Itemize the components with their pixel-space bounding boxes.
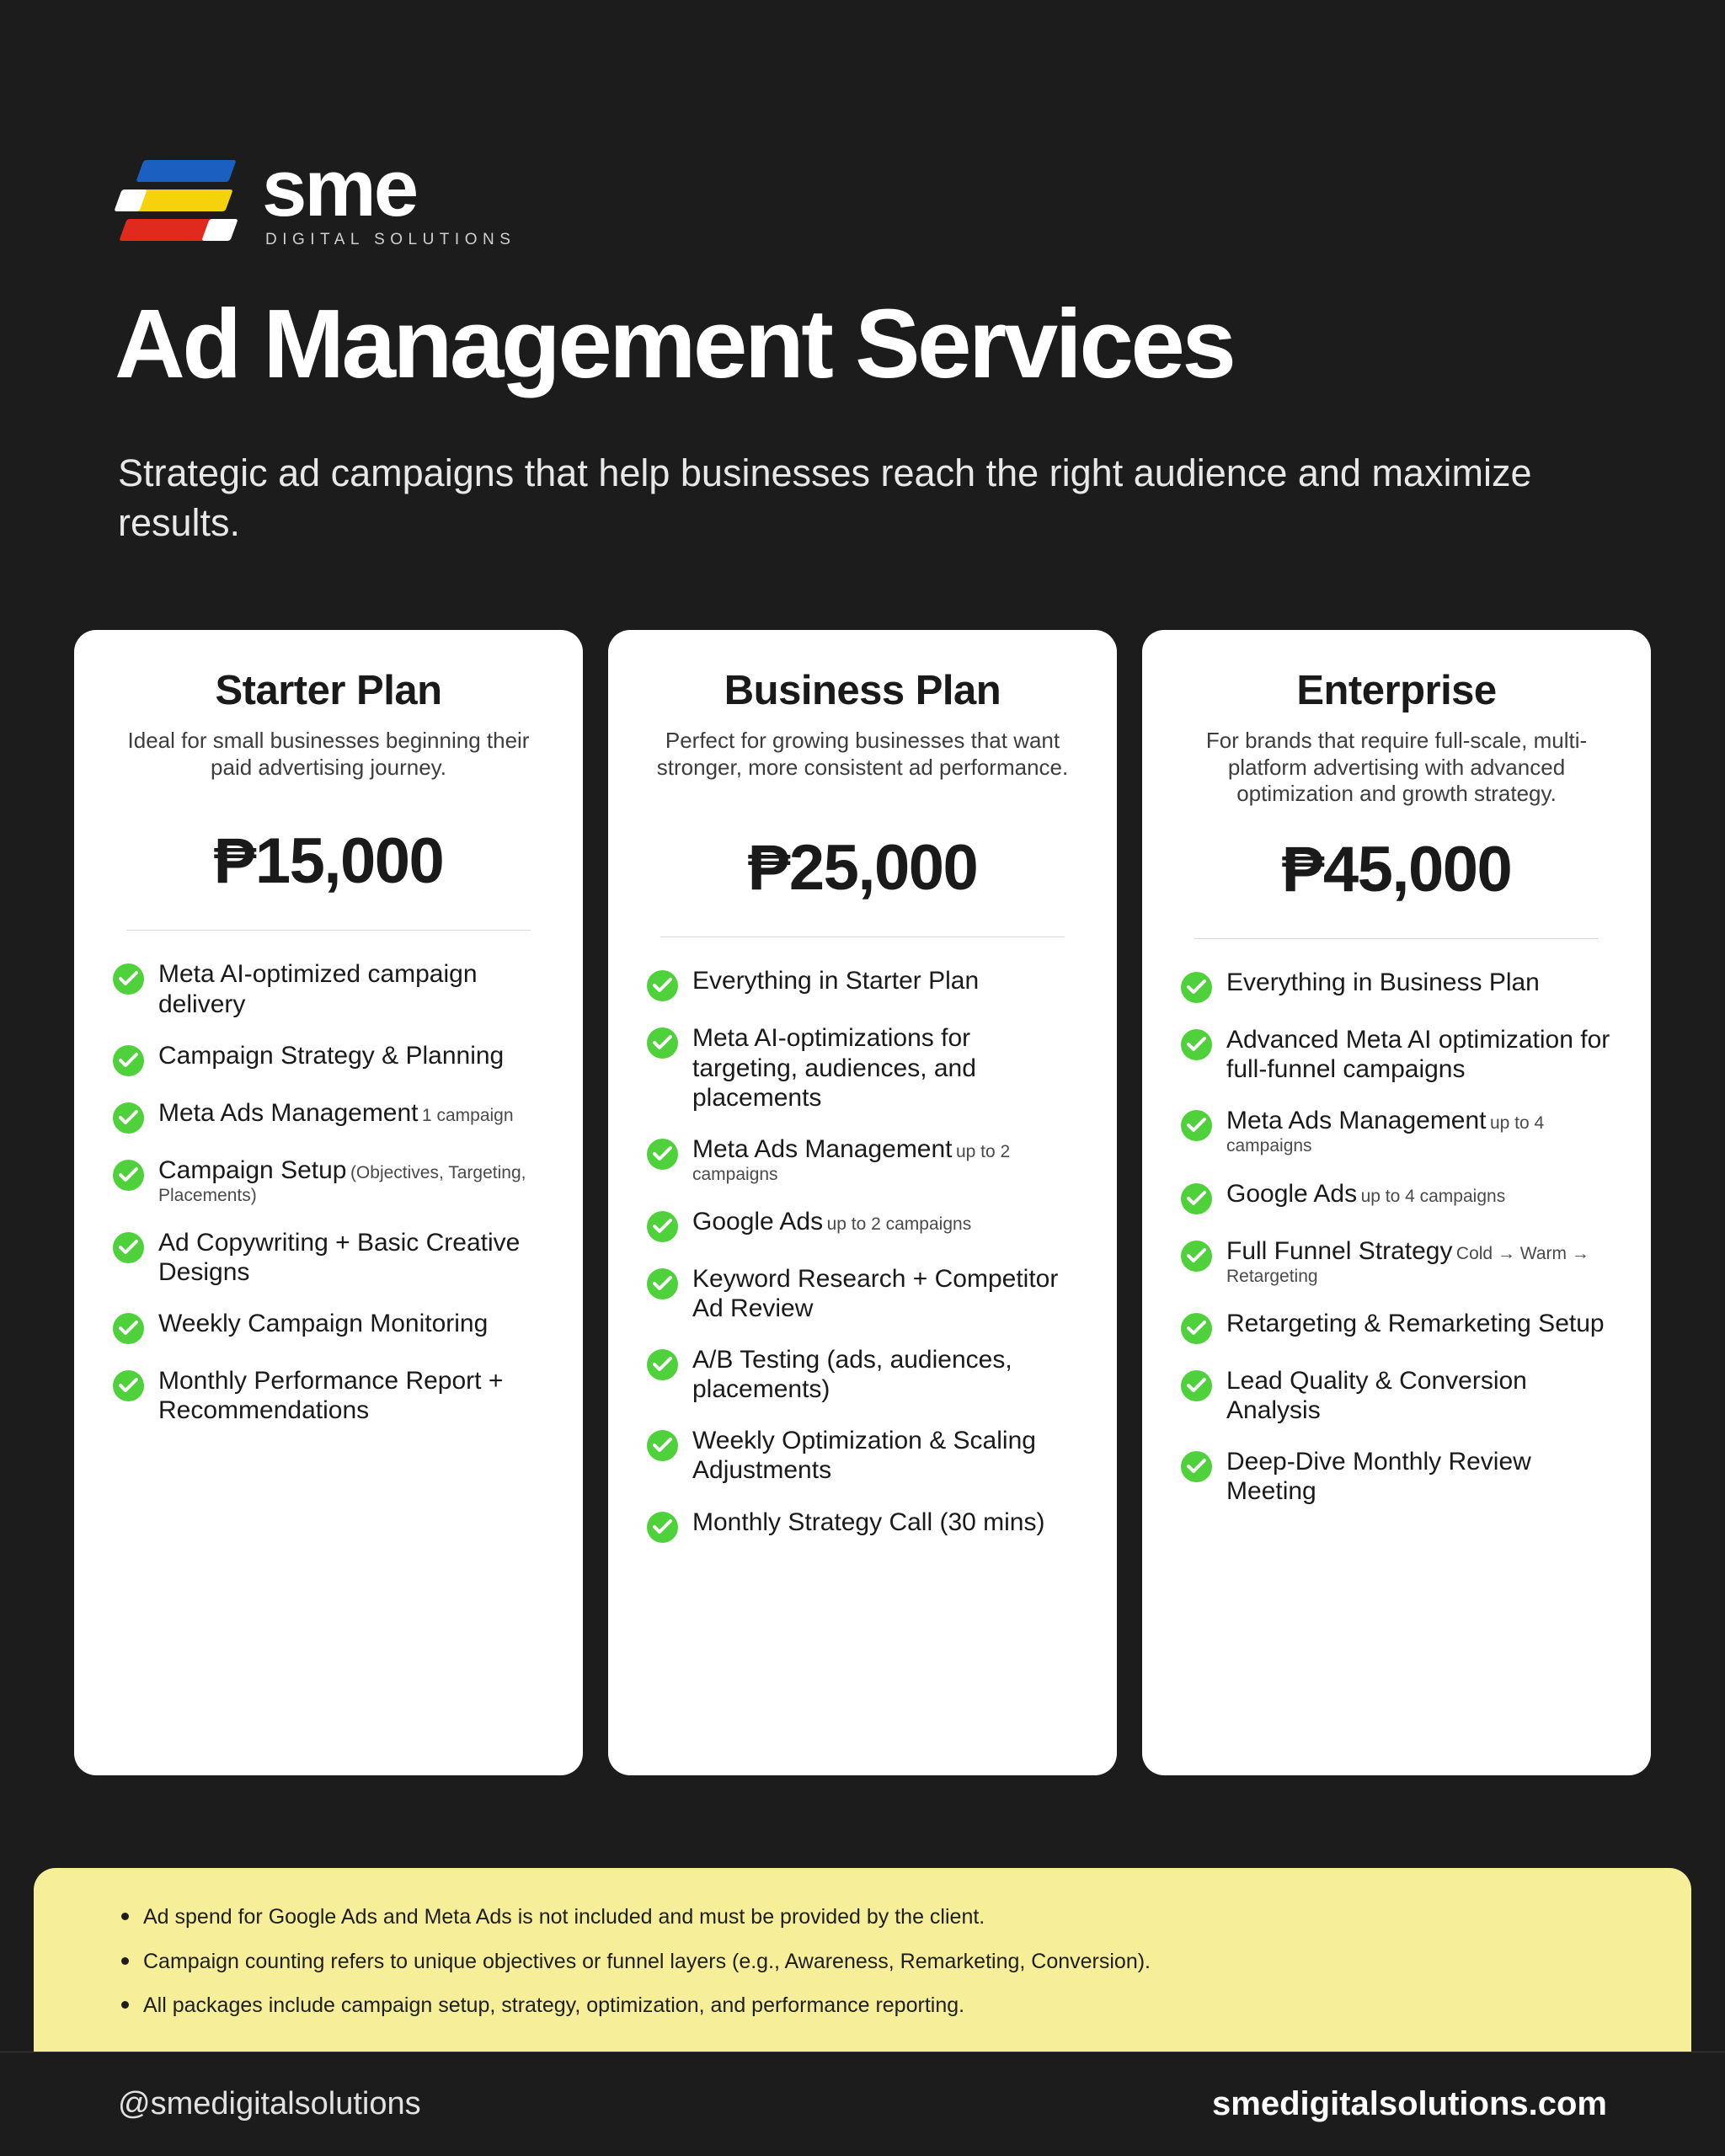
check-circle-icon	[647, 1211, 678, 1242]
plan-price: ₱25,000	[747, 832, 978, 905]
pricing-card-enterprise	[1142, 630, 1651, 1775]
check-circle-icon	[1181, 1370, 1212, 1401]
logo-mark-icon	[118, 152, 248, 248]
check-circle-icon	[113, 963, 144, 995]
plan-feature-list	[1176, 968, 1617, 1506]
feature-label: Campaign Setup	[158, 1155, 347, 1184]
brand-logo	[118, 143, 516, 249]
check-circle-icon	[113, 1045, 144, 1076]
list-item	[1181, 968, 1612, 1003]
check-circle-icon	[1181, 1183, 1212, 1214]
list-item	[647, 1264, 1078, 1323]
feature-sublabel: up to 4 campaigns	[1360, 1186, 1506, 1206]
check-circle-icon	[113, 1313, 144, 1344]
list-item	[647, 1207, 1078, 1242]
list-item	[113, 1366, 544, 1425]
list-item	[647, 1508, 1078, 1543]
notes-list	[115, 1903, 1632, 2020]
social-handle: @smedigitalsolutions	[118, 2086, 421, 2121]
check-circle-icon	[647, 1027, 678, 1059]
list-item	[1181, 1447, 1612, 1506]
pricing-card-starter	[74, 630, 583, 1775]
list-item	[1181, 1236, 1612, 1287]
list-item	[1181, 1366, 1612, 1425]
list-item	[647, 1426, 1078, 1485]
feature-label: Deep-Dive Monthly Review Meeting	[1226, 1448, 1531, 1506]
feature-label: Retargeting & Remarketing Setup	[1226, 1309, 1605, 1337]
feature-label: Advanced Meta AI optimization for full-funnel campaigns	[1226, 1026, 1610, 1084]
plan-description: Perfect for growing businesses that want stronger, more consistent ad performance.	[656, 728, 1069, 780]
list-item	[113, 1041, 544, 1076]
plan-description: Ideal for small businesses beginning their paid advertising journey.	[127, 728, 530, 780]
feature-label: Meta Ads Management	[1226, 1107, 1487, 1135]
page-title: Ad Management Services	[115, 289, 1234, 398]
plan-title: Enterprise	[1296, 668, 1497, 713]
feature-label: Meta Ads Management	[158, 1098, 419, 1127]
feature-label: A/B Testing (ads, audiences, placements)	[692, 1346, 1012, 1404]
check-circle-icon	[647, 1139, 678, 1170]
logo-bar-blue	[136, 160, 236, 182]
feature-label: Everything in Starter Plan	[692, 967, 980, 995]
feature-label: Campaign Strategy & Planning	[158, 1041, 505, 1070]
check-circle-icon	[113, 1102, 144, 1134]
pricing-card-business	[608, 630, 1117, 1775]
list-item	[1181, 1025, 1612, 1084]
check-circle-icon	[647, 970, 678, 1001]
plan-price: ₱45,000	[1281, 834, 1512, 906]
list-item	[647, 1134, 1078, 1185]
footer	[0, 2052, 1725, 2156]
feature-label: Monthly Strategy Call (30 mins)	[692, 1508, 1045, 1536]
feature-label: Ad Copywriting + Basic Creative Designs	[158, 1228, 521, 1286]
notes-panel	[34, 1868, 1691, 2058]
feature-label: Google Ads	[1226, 1179, 1358, 1208]
check-circle-icon	[647, 1512, 678, 1543]
check-circle-icon	[647, 1268, 678, 1299]
plan-feature-list	[108, 959, 549, 1425]
feature-label: Everything in Business Plan	[1226, 969, 1540, 997]
list-item	[113, 1098, 544, 1134]
feature-label: Google Ads	[692, 1208, 824, 1235]
website-url: smedigitalsolutions.com	[1212, 2085, 1607, 2122]
feature-sublabel: up to 4 campaigns	[1226, 1113, 1545, 1156]
check-circle-icon	[1181, 1313, 1212, 1344]
pricing-cards	[74, 630, 1651, 1775]
list-item: Ad spend for Google Ads and Meta Ads is not included and must be provided by the client.	[115, 1903, 1632, 1931]
page-subtitle: Strategic ad campaigns that help businesses reach the right audience and maximize results.	[118, 451, 1532, 545]
check-circle-icon	[1181, 1241, 1212, 1272]
list-item	[1181, 1179, 1612, 1214]
list-item	[647, 966, 1078, 1001]
list-item	[647, 1345, 1078, 1404]
feature-label: Weekly Optimization & Scaling Adjustments	[692, 1427, 1036, 1485]
feature-sublabel: 1 campaign	[421, 1105, 514, 1125]
feature-label: Keyword Research + Competitor Ad Review	[692, 1265, 1059, 1323]
plan-feature-list	[642, 966, 1083, 1542]
feature-label: Meta Ads Management	[692, 1134, 953, 1163]
plan-price: ₱15,000	[213, 825, 444, 898]
feature-sublabel: up to 2 campaigns	[826, 1214, 972, 1234]
check-circle-icon	[113, 1232, 144, 1263]
check-circle-icon	[113, 1160, 144, 1191]
feature-label: Weekly Campaign Monitoring	[158, 1310, 489, 1338]
logo-text	[262, 143, 516, 249]
plan-title: Business Plan	[724, 668, 1001, 713]
list-item	[113, 1155, 544, 1206]
check-circle-icon	[1181, 1451, 1212, 1482]
check-circle-icon	[113, 1370, 144, 1401]
feature-label: Lead Quality & Conversion Analysis	[1226, 1366, 1527, 1424]
check-circle-icon	[1181, 1110, 1212, 1141]
feature-sublabel: up to 2 campaigns	[692, 1141, 1011, 1184]
list-item	[1181, 1309, 1612, 1344]
card-divider	[1194, 938, 1599, 939]
check-circle-icon	[1181, 972, 1212, 1003]
list-item	[647, 1023, 1078, 1112]
card-divider	[126, 930, 531, 931]
brand-name: sme	[262, 143, 417, 233]
plan-title: Starter Plan	[215, 668, 442, 713]
list-item	[1181, 1106, 1612, 1156]
feature-sublabel: (Objectives, Targeting, Placements)	[158, 1162, 526, 1205]
list-item: Campaign counting refers to unique objectives or funnel layers (e.g., Awareness, Remarketing, Conversion).	[115, 1948, 1632, 1976]
feature-label: Monthly Performance Report + Recommendations	[158, 1367, 504, 1425]
logo-bar-yellow	[132, 189, 232, 211]
brand-tagline: DIGITAL SOLUTIONS	[265, 231, 516, 249]
check-circle-icon	[647, 1349, 678, 1380]
list-item: All packages include campaign setup, strategy, optimization, and performance reporting.	[115, 1992, 1632, 2020]
check-circle-icon	[647, 1430, 678, 1461]
list-item	[113, 1228, 544, 1287]
list-item	[113, 959, 544, 1018]
plan-description: For brands that require full-scale, multi-platform advertising with advanced optimization and growth strategy.	[1205, 728, 1588, 807]
feature-label: Meta AI-optimizations for targeting, audiences, and placements	[692, 1024, 976, 1112]
feature-label: Meta AI-optimized campaign delivery	[158, 960, 478, 1018]
feature-sublabel: Cold → Warm → Retargeting	[1226, 1243, 1589, 1286]
check-circle-icon	[1181, 1029, 1212, 1060]
feature-label: Full Funnel Strategy	[1226, 1236, 1453, 1265]
list-item	[113, 1309, 544, 1344]
